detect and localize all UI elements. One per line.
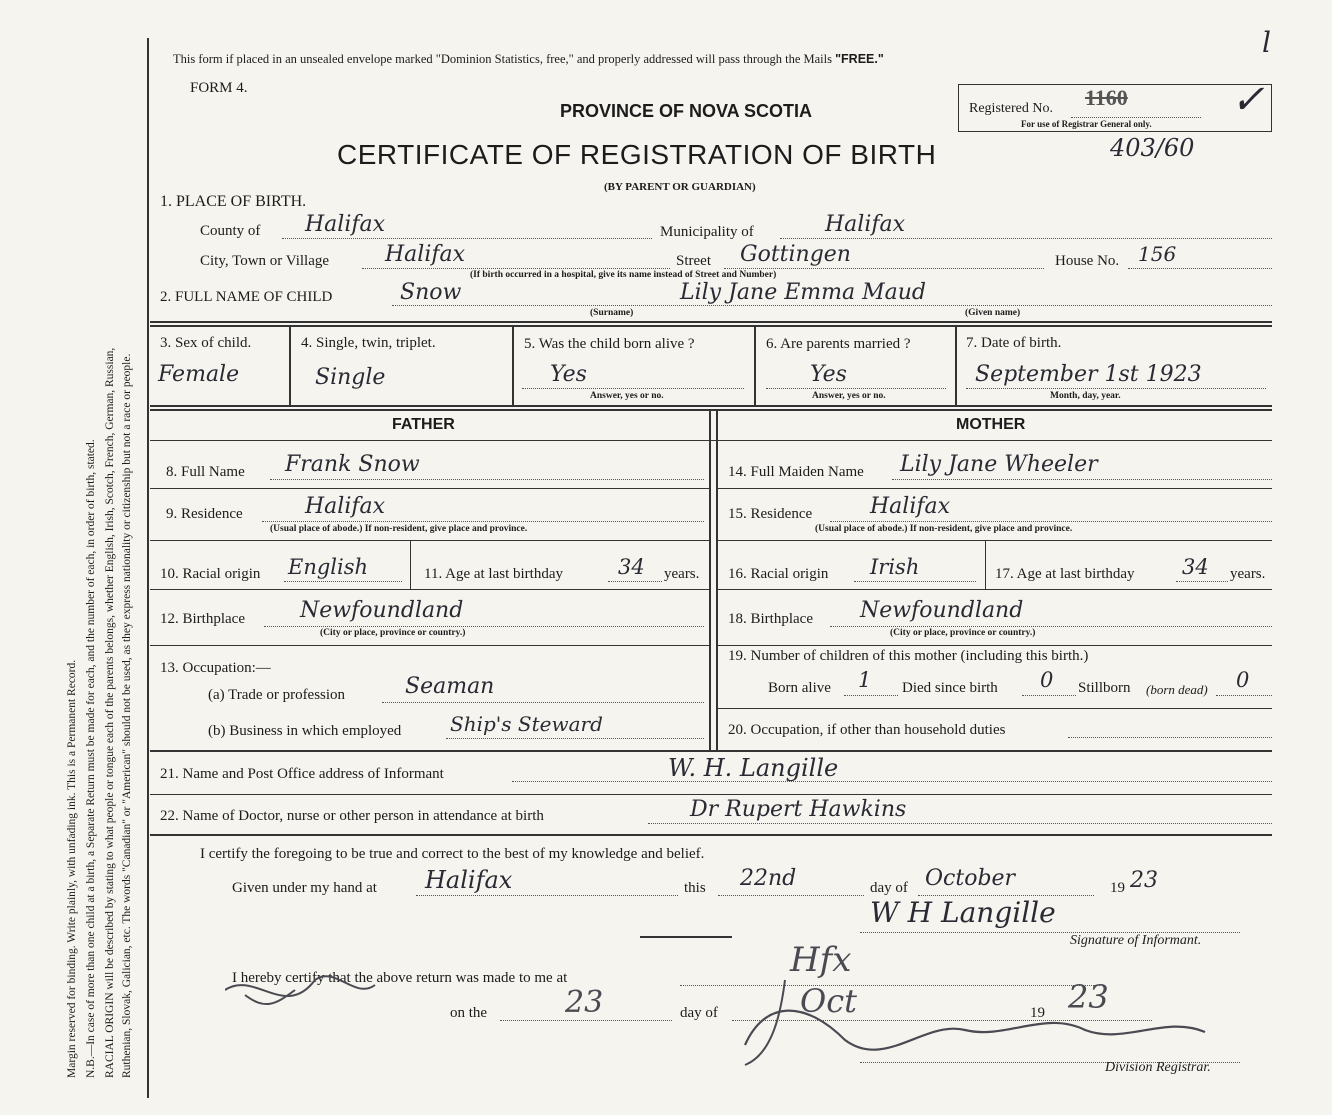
mother-row-div-1 bbox=[716, 488, 1272, 489]
born-alive-caption: Answer, yes or no. bbox=[590, 391, 664, 401]
mother-age-line bbox=[1176, 581, 1228, 582]
page-subtitle: (BY PARENT OR GUARDIAN) bbox=[604, 181, 756, 193]
father-residence-value: Halifax bbox=[305, 494, 386, 519]
street-label: Street bbox=[676, 253, 711, 269]
margin-note-binding: Margin reserved for binding. Write plainly, with unfading ink. This is a Permanent Record. bbox=[66, 659, 78, 1078]
registered-number-value: 1160 bbox=[1085, 85, 1128, 110]
father-name-label: 8. Full Name bbox=[166, 464, 245, 480]
municipality-label: Municipality of bbox=[660, 224, 754, 240]
father-name-value: Frank Snow bbox=[285, 452, 420, 477]
dob-line bbox=[966, 388, 1266, 389]
margin-note-racial-origin: RACIAL ORIGIN will be described by stating to what people or tongue each of the parents belongs, whether English, Irish, Scotch, French, German, Russian, bbox=[104, 347, 116, 1078]
married-line bbox=[766, 388, 946, 389]
house-label: House No. bbox=[1055, 253, 1120, 269]
informant-label: 21. Name and Post Office address of Informant bbox=[160, 766, 444, 782]
stillborn-note: (born dead) bbox=[1146, 682, 1208, 697]
doctor-label: 22. Name of Doctor, nurse or other person in attendance at birth bbox=[160, 808, 544, 824]
married-value: Yes bbox=[810, 362, 847, 387]
city-value: Halifax bbox=[385, 242, 466, 267]
mother-children-label: 19. Number of children of this mother (including this birth.) bbox=[728, 648, 1089, 664]
doctor-line bbox=[648, 823, 1272, 824]
given-place-value: Halifax bbox=[425, 866, 513, 894]
province-title: PROVINCE OF NOVA SCOTIA bbox=[560, 101, 813, 121]
stillborn-label: Stillborn bbox=[1078, 680, 1131, 696]
father-residence-label: 9. Residence bbox=[166, 506, 243, 522]
margin-note-multiple-births: N.B.—In case of more than one child at a birth, a Separate Return must be made for each, and the number of each, in order of birth, stated. bbox=[85, 439, 97, 1078]
street-line bbox=[724, 268, 1044, 269]
married-label: 6. Are parents married ? bbox=[766, 336, 911, 352]
plurality-value: Single bbox=[315, 365, 386, 390]
heading-divider bbox=[150, 440, 1272, 441]
mother-residence-caption: (Usual place of abode.) If non-resident, give place and province. bbox=[815, 524, 1073, 534]
short-rule bbox=[640, 936, 732, 938]
surname-caption: (Surname) bbox=[590, 308, 634, 318]
municipality-value: Halifax bbox=[825, 212, 906, 237]
father-row-div-4 bbox=[150, 645, 709, 646]
mother-occupation-line bbox=[1068, 737, 1272, 738]
died-since-birth-line bbox=[1022, 695, 1076, 696]
mother-birthplace-line bbox=[830, 626, 1272, 627]
mother-name-value: Lily Jane Wheeler bbox=[900, 452, 1098, 477]
registrar-on-the-label: on the bbox=[450, 1005, 488, 1021]
father-trade-value: Seaman bbox=[405, 674, 495, 699]
row-divider-2b bbox=[150, 409, 1272, 411]
registrar-day-value: 23 bbox=[565, 985, 604, 1020]
mother-birthplace-caption: (City or place, province or country.) bbox=[890, 628, 1036, 638]
binding-margin-line bbox=[147, 38, 149, 1098]
given-this-label: this bbox=[684, 880, 706, 896]
father-business-value: Ship's Steward bbox=[450, 712, 603, 736]
registrar-year-prefix: 19 bbox=[1030, 1005, 1045, 1021]
father-name-line bbox=[270, 479, 704, 480]
informant-line bbox=[512, 781, 1272, 782]
father-occupation-label: 13. Occupation:— bbox=[160, 660, 271, 676]
certify-statement: I certify the foregoing to be true and correct to the best of my knowledge and belief. bbox=[200, 846, 705, 862]
mother-heading: MOTHER bbox=[956, 416, 1026, 433]
dob-value: September 1st 1923 bbox=[975, 362, 1202, 387]
form-number: FORM 4. bbox=[190, 80, 248, 96]
house-value: 156 bbox=[1138, 242, 1177, 266]
registrar-place-value: Hfx bbox=[790, 940, 852, 980]
row-divider-1 bbox=[150, 321, 1272, 323]
father-trade-line bbox=[382, 702, 704, 703]
hospital-note: (If birth occurred in a hospital, give its name instead of Street and Number) bbox=[470, 270, 777, 280]
handwritten-number: 403/60 bbox=[1110, 134, 1195, 162]
registered-number-note: For use of Registrar General only. bbox=[1021, 119, 1152, 129]
row-divider-1b bbox=[150, 325, 1272, 327]
given-day-value: 22nd bbox=[740, 866, 797, 891]
father-birthplace-label: 12. Birthplace bbox=[160, 611, 245, 627]
father-residence-caption: (Usual place of abode.) If non-resident, give place and province. bbox=[270, 524, 528, 534]
father-age-line bbox=[608, 581, 662, 582]
mother-age-label: 17. Age at last birthday bbox=[995, 566, 1135, 582]
registered-number-line bbox=[1071, 117, 1201, 118]
married-caption: Answer, yes or no. bbox=[812, 391, 886, 401]
box-divider-4 bbox=[955, 325, 957, 405]
born-alive-count-line bbox=[844, 695, 898, 696]
registrar-month-value: Oct bbox=[800, 982, 858, 1020]
born-alive-line bbox=[522, 388, 744, 389]
child-given-name: Lily Jane Emma Maud bbox=[680, 280, 927, 305]
mother-residence-label: 15. Residence bbox=[728, 506, 813, 522]
informant-signature-label: Signature of Informant. bbox=[1070, 933, 1202, 948]
informant-value: W. H. Langille bbox=[668, 754, 839, 782]
margin-note-racial-origin-2: Ruthenian, Slovak, Galician, etc. The words "Canadian" or "American" should not be used, as they express nationality or citizenship but not a race or people. bbox=[121, 353, 133, 1078]
father-race-age-divider bbox=[410, 541, 411, 589]
parent-divider-b bbox=[716, 409, 718, 750]
municipality-line bbox=[780, 238, 1272, 239]
child-name-line bbox=[392, 305, 1272, 306]
mother-age-value: 34 bbox=[1182, 555, 1209, 579]
mail-notice bbox=[173, 52, 884, 67]
given-day-line bbox=[718, 895, 864, 896]
street-value: Gottingen bbox=[740, 242, 851, 267]
given-place-line bbox=[416, 895, 678, 896]
dob-caption: Month, day, year. bbox=[1050, 391, 1121, 401]
father-trade-label: (a) Trade or profession bbox=[208, 687, 346, 703]
father-years-label: years. bbox=[664, 566, 700, 582]
child-surname: Snow bbox=[400, 280, 462, 305]
city-line bbox=[362, 268, 670, 269]
mother-row-div-2 bbox=[716, 540, 1272, 541]
registrar-statement: I hereby certify that the above return was made to me at bbox=[232, 970, 568, 986]
mother-race-label: 16. Racial origin bbox=[728, 566, 829, 582]
given-month-value: October bbox=[925, 866, 1016, 891]
born-alive-count-value: 1 bbox=[858, 668, 872, 692]
stillborn-value: 0 bbox=[1236, 668, 1250, 692]
mother-years-label: years. bbox=[1230, 566, 1266, 582]
city-label: City, Town or Village bbox=[200, 253, 330, 269]
county-value: Halifax bbox=[305, 212, 386, 237]
father-heading: FATHER bbox=[392, 416, 455, 433]
father-race-value: English bbox=[288, 555, 369, 579]
informant-signature: W H Langille bbox=[870, 896, 1056, 929]
box-divider-3 bbox=[754, 325, 756, 405]
stillborn-line bbox=[1216, 695, 1272, 696]
row-divider-5 bbox=[150, 834, 1272, 836]
father-row-div-2 bbox=[150, 540, 709, 541]
mother-birthplace-label: 18. Birthplace bbox=[728, 611, 813, 627]
mother-occupation-label: 20. Occupation, if other than household duties bbox=[728, 722, 1006, 738]
parent-divider-a bbox=[709, 409, 711, 750]
mother-race-line bbox=[854, 581, 976, 582]
registrar-signature-label: Division Registrar. bbox=[1105, 1060, 1211, 1075]
given-label: Given under my hand at bbox=[232, 880, 377, 896]
father-business-label: (b) Business in which employed bbox=[208, 723, 402, 739]
mother-residence-value: Halifax bbox=[870, 494, 951, 519]
house-line bbox=[1128, 268, 1272, 269]
mother-row-div-3 bbox=[716, 589, 1272, 590]
born-alive-label: 5. Was the child born alive ? bbox=[524, 336, 695, 352]
registrar-day-of-label: day of bbox=[680, 1005, 718, 1021]
doctor-value: Dr Rupert Hawkins bbox=[690, 797, 907, 822]
mother-residence-line bbox=[830, 521, 1272, 522]
mail-free-label: "FREE." bbox=[835, 52, 884, 66]
given-year-prefix: 19 bbox=[1110, 880, 1125, 896]
father-age-value: 34 bbox=[618, 555, 645, 579]
mother-name-line bbox=[892, 479, 1272, 480]
page-title: CERTIFICATE OF REGISTRATION OF BIRTH bbox=[337, 139, 937, 170]
registered-number-box bbox=[958, 77, 1272, 132]
sex-label: 3. Sex of child. bbox=[160, 335, 252, 351]
father-row-div-1 bbox=[150, 488, 709, 489]
father-row-div-3 bbox=[150, 589, 709, 590]
born-alive-value: Yes bbox=[550, 362, 587, 387]
mother-birthplace-value: Newfoundland bbox=[860, 598, 1024, 623]
row-divider-4 bbox=[150, 794, 1272, 795]
mother-race-value: Irish bbox=[870, 555, 920, 579]
father-residence-line bbox=[262, 521, 704, 522]
mother-name-label: 14. Full Maiden Name bbox=[728, 464, 864, 480]
check-mark-icon: ✓ bbox=[1231, 77, 1265, 123]
mother-row-div-4 bbox=[716, 645, 1272, 646]
plurality-label: 4. Single, twin, triplet. bbox=[301, 335, 436, 351]
dob-label: 7. Date of birth. bbox=[966, 335, 1062, 351]
box-divider-1 bbox=[289, 325, 291, 405]
county-label: County of bbox=[200, 223, 261, 239]
box-divider-2 bbox=[512, 325, 514, 405]
died-since-birth-label: Died since birth bbox=[902, 680, 998, 696]
father-birthplace-caption: (City or place, province or country.) bbox=[320, 628, 466, 638]
sex-value: Female bbox=[158, 362, 240, 387]
mail-notice-text: This form if placed in an unsealed envelope marked "Dominion Statistics, free," and properly addressed will pass through the Mails bbox=[173, 52, 832, 66]
given-name-caption: (Given name) bbox=[965, 308, 1021, 318]
registered-number-label: Registered No. bbox=[969, 101, 1053, 116]
county-line bbox=[282, 238, 652, 239]
corner-mark: l bbox=[1262, 26, 1271, 59]
father-age-label: 11. Age at last birthday bbox=[424, 566, 563, 582]
row-divider-3 bbox=[150, 750, 1272, 752]
father-race-line bbox=[284, 581, 402, 582]
child-name-label: 2. FULL NAME OF CHILD bbox=[160, 289, 333, 305]
died-since-birth-value: 0 bbox=[1040, 668, 1054, 692]
mother-row-div-5 bbox=[716, 708, 1272, 709]
father-birthplace-line bbox=[264, 626, 704, 627]
born-alive-count-label: Born alive bbox=[768, 680, 831, 696]
father-race-label: 10. Racial origin bbox=[160, 566, 261, 582]
row-divider-2 bbox=[150, 405, 1272, 407]
given-year-value: 23 bbox=[1130, 868, 1158, 893]
given-day-of-label: day of bbox=[870, 880, 908, 896]
father-birthplace-value: Newfoundland bbox=[300, 598, 464, 623]
mother-race-age-divider bbox=[985, 541, 986, 589]
father-business-line bbox=[446, 738, 704, 739]
registrar-year-value: 23 bbox=[1068, 978, 1109, 1016]
place-of-birth-heading: 1. PLACE OF BIRTH. bbox=[160, 193, 307, 210]
